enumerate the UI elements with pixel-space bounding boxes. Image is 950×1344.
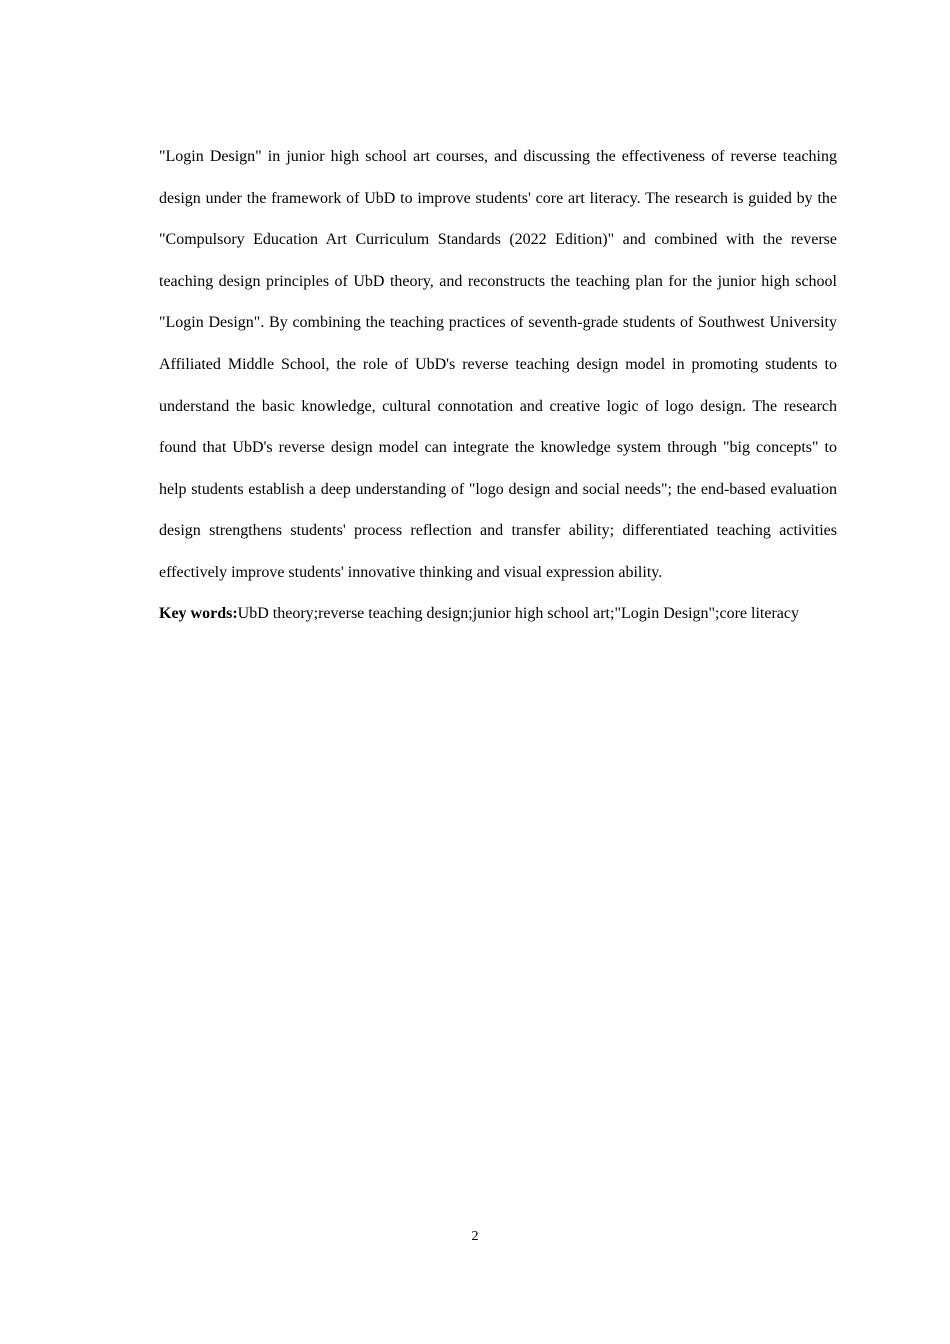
page-number: 2	[471, 1229, 479, 1244]
keywords-value: UbD theory;reverse teaching design;junior high school art;"Login Design";core literacy	[237, 605, 799, 622]
keywords-label: Key words:	[159, 605, 238, 622]
keywords-line	[159, 593, 849, 635]
abstract-paragraph: "Login Design" in junior high school art courses, and discussing the effectiveness of reverse teaching design under the framework of UbD to improve students' core art literacy. The research is guided by the "Compulsory Education Art Curriculum Standards (2022 Edition)" and combined with the reverse teaching design principles of UbD theory, and reconstructs the teaching plan for the junior high school "Login Design". By combining the teaching practices of seventh-grade students of Southwest University Affiliated Middle School, the role of UbD's reverse teaching design model in promoting students to understand the basic knowledge, cultural connotation and creative logic of logo design. The research found that UbD's reverse design model can integrate the knowledge system through "big concepts" to help students establish a deep understanding of "logo design and social needs"; the end-based evaluation design strengthens students' process reflection and transfer ability; differentiated teaching activities effectively improve students' innovative thinking and visual expression ability.	[159, 148, 837, 581]
